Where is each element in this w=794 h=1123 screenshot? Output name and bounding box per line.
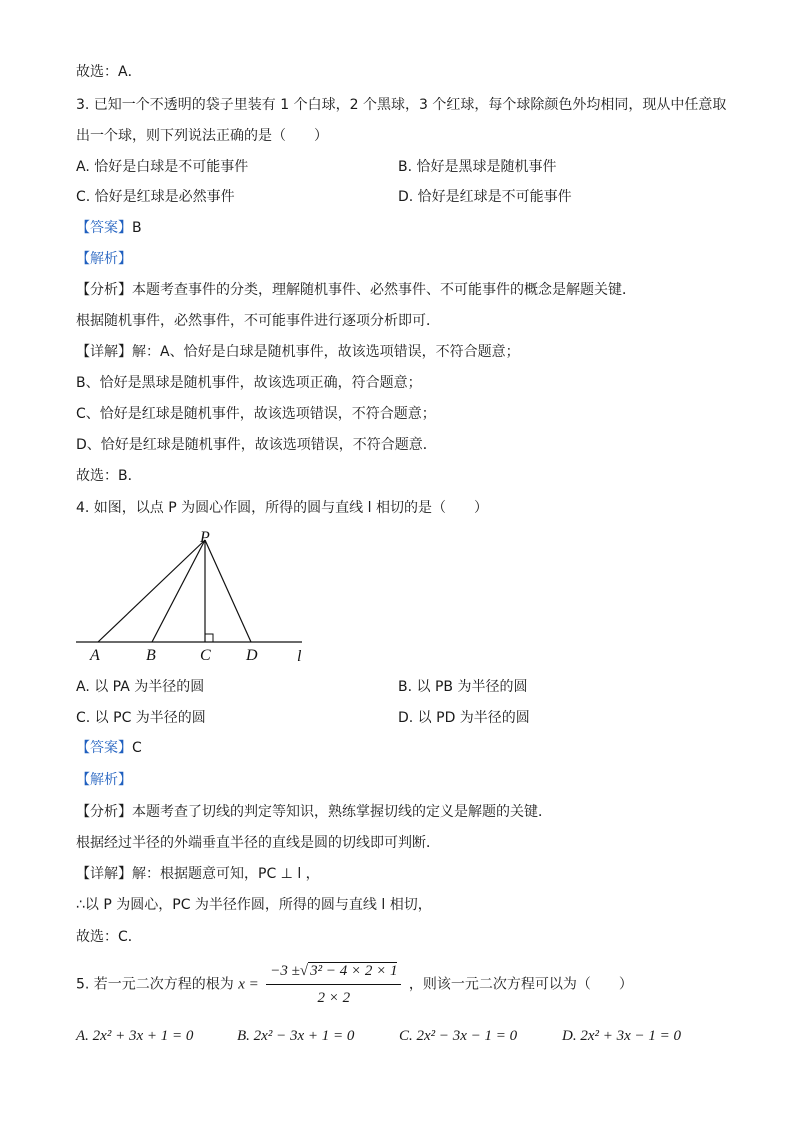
segment-pa — [98, 540, 205, 642]
segment-pb — [152, 540, 205, 642]
fenxi-label: 【分析】 — [76, 282, 132, 298]
q4-fenxi — [76, 802, 552, 822]
q4-option-d: D. 以 PD 为半径的圆 — [398, 710, 530, 726]
q3-stem-line1: 3. 已知一个不透明的袋子里装有 1 个白球，2 个黑球，3 个红球，每个球除颜色外均相同，现从中任意取 — [76, 97, 727, 113]
detail-text: 解：A、恰好是白球是随机事件，故该选项错误，不符合题意； — [132, 344, 520, 360]
q3-detail-line3: C、恰好是红球是随机事件，故该选项错误，不符合题意； — [76, 406, 436, 422]
q4-option-b: B. 以 PB 为半径的圆 — [398, 679, 528, 695]
q5-stem — [76, 960, 633, 1009]
q3-answer — [76, 218, 142, 238]
q4-option-c: C. 以 PC 为半径的圆 — [76, 710, 206, 726]
q5-stem-suffix: ，则该一元二次方程可以为（ ） — [408, 976, 633, 993]
q2-conclusion: 故选：A． — [76, 64, 142, 80]
label-d: D — [246, 647, 258, 664]
fenxi-text: 本题考查事件的分类，理解随机事件、必然事件、不可能事件的概念是解题关键． — [132, 282, 636, 298]
detail-label: 【详解】 — [76, 866, 132, 882]
q3-analysis-label: 【解析】 — [76, 251, 132, 267]
q4-answer — [76, 738, 142, 758]
label-b: B — [146, 647, 156, 664]
q3-detail-line4: D、恰好是红球是随机事件，故该选项错误，不符合题意． — [76, 437, 437, 453]
q4-option-a: A. 以 PA 为半径的圆 — [76, 679, 205, 695]
right-angle-mark — [205, 634, 213, 642]
q4-stem: 4. 如图，以点 P 为圆心作圆，所得的圆与直线 l 相切的是（ ） — [76, 500, 488, 516]
q5-option-a: A. 2x² + 3x + 1 = 0 — [76, 1028, 194, 1044]
label-p: P — [200, 529, 210, 546]
answer-value: B — [132, 220, 142, 236]
q3-option-c: C. 恰好是红球是必然事件 — [76, 189, 235, 205]
q4-detail — [76, 864, 320, 884]
detail-text: 解：根据题意可知，PC ⊥ l ， — [132, 866, 320, 882]
label-l: l — [297, 648, 302, 665]
segment-pd — [205, 540, 251, 642]
q3-stem-line2: 出一个球，则下列说法正确的是（ ） — [76, 128, 328, 144]
radicand: 3² − 4 × 2 × 1 — [310, 963, 398, 979]
q3-method: 根据随机事件，必然事件，不可能事件进行逐项分析即可． — [76, 313, 440, 329]
tangent-figure — [74, 528, 314, 668]
q3-conclusion: 故选：B． — [76, 468, 142, 484]
q4-analysis-label: 【解析】 — [76, 772, 132, 788]
q5-option-b: B. 2x² − 3x + 1 = 0 — [237, 1028, 355, 1044]
label-c: C — [200, 647, 211, 664]
q5-x-eq: x = — [238, 976, 259, 993]
q3-detail-line1 — [76, 342, 520, 362]
answer-label: 【答案】 — [76, 220, 132, 236]
label-a: A — [90, 647, 100, 664]
q5-stem-prefix: 5. 若一元二次方程的根为 — [76, 976, 234, 993]
detail-label: 【详解】 — [76, 344, 132, 360]
numerator-pre: −3 ± — [270, 963, 300, 979]
fenxi-text: 本题考查了切线的判定等知识，熟练掌握切线的定义是解题的关键． — [132, 804, 552, 820]
q3-detail-line2: B、恰好是黑球是随机事件，故该选项正确，符合题意； — [76, 375, 422, 391]
fenxi-label: 【分析】 — [76, 804, 132, 820]
q5-option-d: D. 2x² + 3x − 1 = 0 — [562, 1028, 682, 1044]
q3-option-d: D. 恰好是红球是不可能事件 — [398, 189, 572, 205]
q3-option-a: A. 恰好是白球是不可能事件 — [76, 159, 249, 175]
formula-numerator: −3 ±√ 3² − 4 × 2 × 1 — [266, 960, 401, 985]
q4-detail-line2: ∴以 P 为圆心，PC 为半径作圆，所得的圆与直线 l 相切， — [76, 897, 432, 913]
answer-value: C — [132, 740, 142, 756]
formula-denominator: 2 × 2 — [317, 990, 351, 1006]
root-formula — [266, 960, 401, 1009]
q4-conclusion: 故选：C． — [76, 929, 142, 945]
q5-option-c: C. 2x² − 3x − 1 = 0 — [399, 1028, 518, 1044]
q3-option-b: B. 恰好是黑球是随机事件 — [398, 159, 557, 175]
answer-label: 【答案】 — [76, 740, 132, 756]
q4-method: 根据经过半径的外端垂直半径的直线是圆的切线即可判断． — [76, 835, 440, 851]
q3-fenxi — [76, 280, 636, 300]
